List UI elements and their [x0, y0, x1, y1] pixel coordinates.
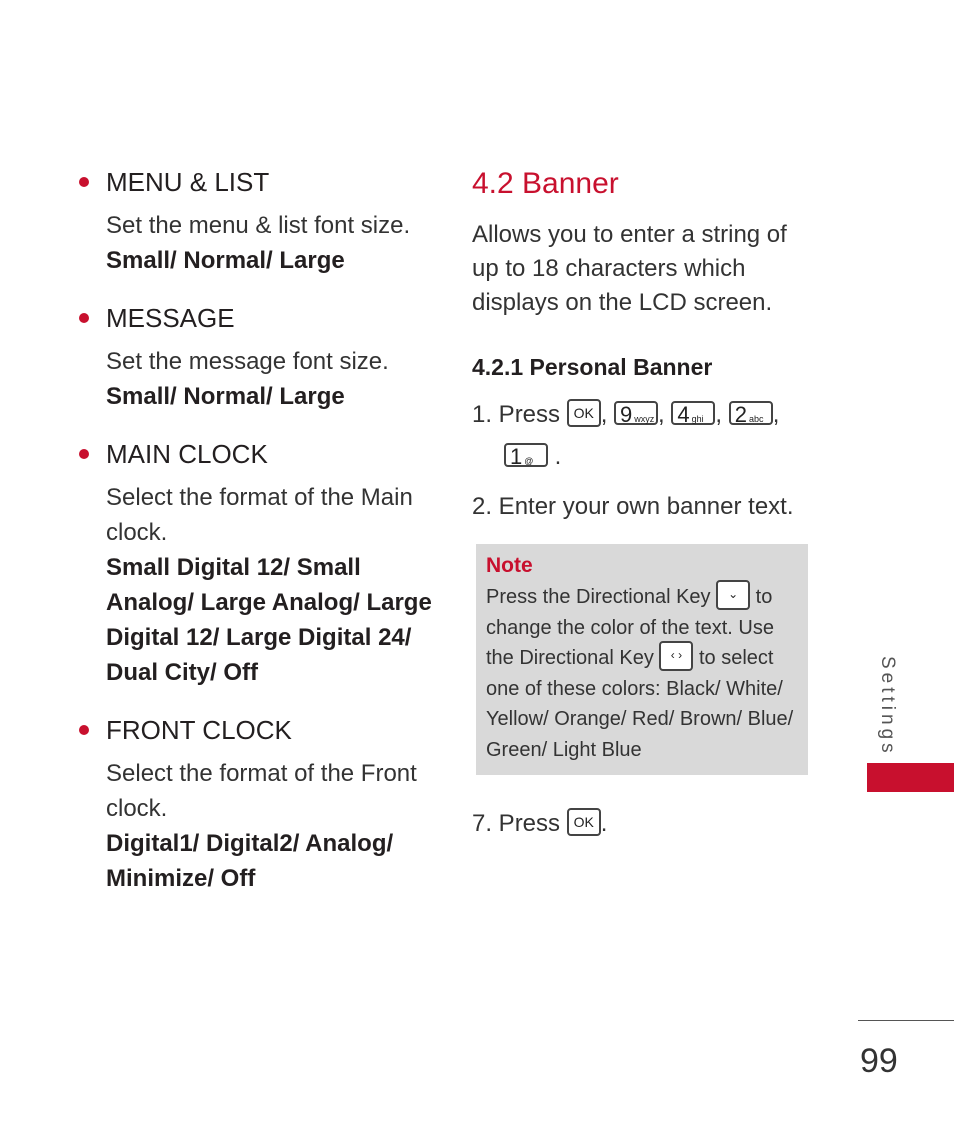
- left-column: [76, 162, 436, 916]
- message-desc: Set the message font size.: [106, 348, 389, 375]
- section-intro: Allows you to enter a string of up to 18 characters which displays on the LCD screen.: [472, 221, 787, 316]
- menu-list-options: Small/ Normal/ Large: [106, 247, 345, 274]
- directional-key-updown-icon: ⌄: [716, 580, 750, 610]
- step-2: 2. Enter your own banner text.: [472, 493, 794, 520]
- front-clock-heading: FRONT CLOCK: [76, 710, 436, 750]
- key-4-icon: 4 ghi: [671, 401, 715, 425]
- note-label: Note: [486, 554, 533, 577]
- subsection-title: 4.2.1 Personal Banner: [472, 354, 713, 380]
- note-box: [476, 544, 808, 775]
- bullet-icon: [79, 177, 89, 187]
- ok-key-icon: OK: [567, 399, 601, 427]
- page-number: 99: [860, 1042, 898, 1080]
- front-clock-options: Digital1/ Digital2/ Analog/ Minimize/ Off: [106, 830, 394, 892]
- side-tab-bar: [867, 763, 954, 792]
- main-clock-desc: Select the format of the Main clock.: [106, 484, 413, 546]
- menu-list-desc: Set the menu & list font size.: [106, 212, 411, 239]
- note-text: Press the Directional Key ⌄ to change the color of the text. Use the Directional Key ‹ › to select one of these colors: Black/ White/ Yellow/ Orange/ Red/ Brown/ Blue/ Green/ Light Blue: [486, 582, 798, 765]
- step-7: 7. Press OK .: [472, 803, 817, 845]
- bullet-icon: [79, 313, 89, 323]
- ok-key-icon: OK: [567, 808, 601, 836]
- section-title: 4.2 Banner: [472, 167, 619, 200]
- step-1: 1. Press OK , 9 wxyz , 4 ghi , 2 abc , 1 @ .: [472, 394, 817, 478]
- front-clock-item: [76, 710, 436, 896]
- message-item: [76, 298, 436, 414]
- key-2-icon: 2 abc: [729, 401, 773, 425]
- footer-rule: [858, 1020, 954, 1021]
- side-section-label: Settings: [877, 656, 898, 757]
- main-clock-heading: MAIN CLOCK: [76, 434, 436, 474]
- right-column: [472, 162, 817, 845]
- bullet-icon: [79, 449, 89, 459]
- bullet-icon: [79, 725, 89, 735]
- message-heading: MESSAGE: [76, 298, 436, 338]
- front-clock-desc: Select the format of the Front clock.: [106, 760, 417, 822]
- directional-key-leftright-icon: ‹ ›: [659, 641, 693, 671]
- key-9-icon: 9 wxyz: [614, 401, 658, 425]
- menu-list-heading: MENU & LIST: [76, 162, 436, 202]
- message-options: Small/ Normal/ Large: [106, 383, 345, 410]
- menu-list-item: [76, 162, 436, 278]
- key-1-icon: 1 @: [504, 443, 548, 467]
- main-clock-options: Small Digital 12/ Small Analog/ Large Analog/ Large Digital 12/ Large Digital 24/ Dual City/ Off: [106, 554, 432, 686]
- main-clock-item: [76, 434, 436, 690]
